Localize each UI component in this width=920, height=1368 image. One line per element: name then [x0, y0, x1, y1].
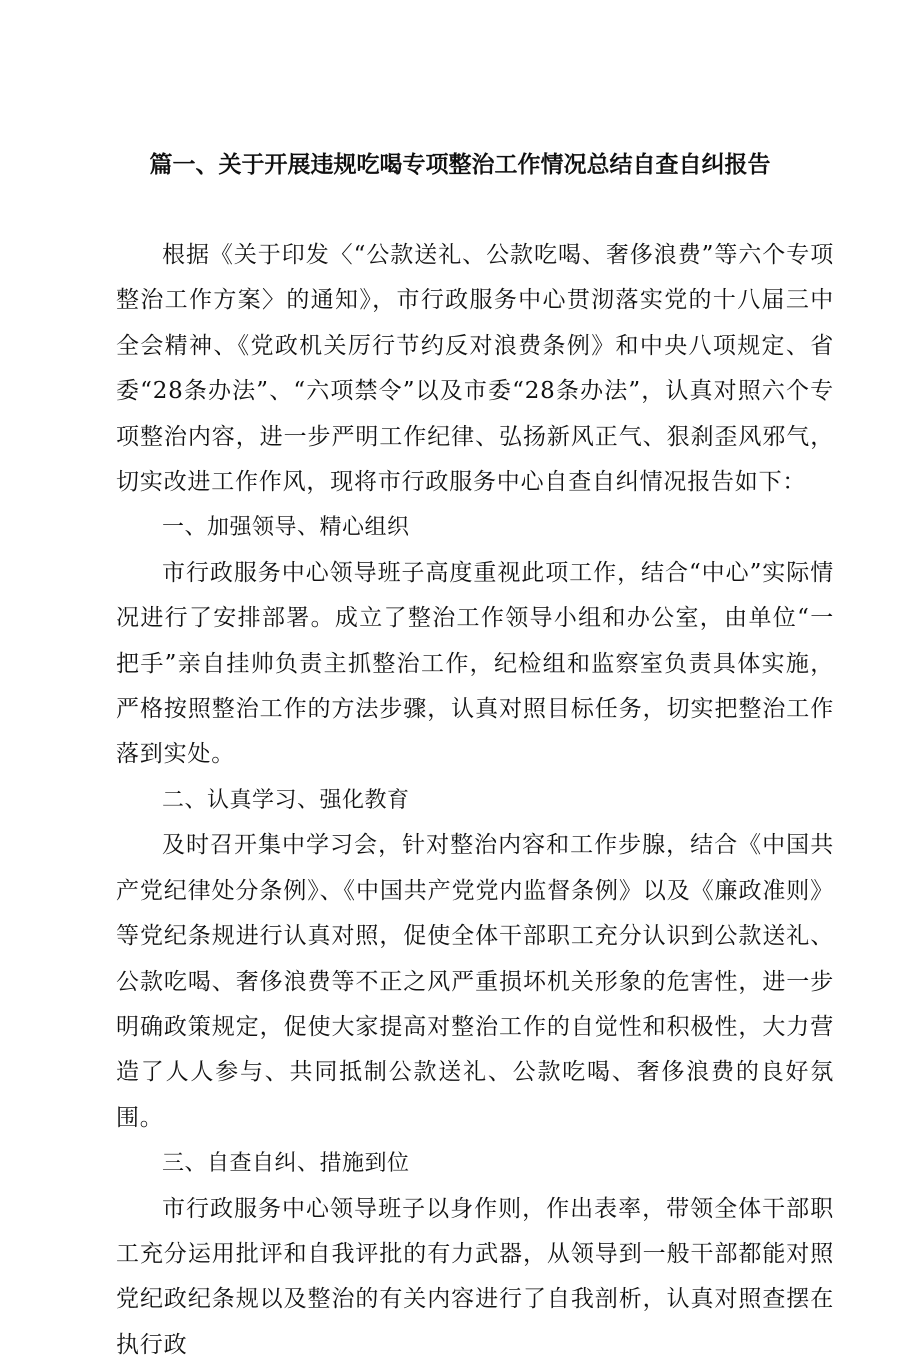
section-heading-2: 二、认真学习、强化教育 — [162, 787, 410, 813]
intro-paragraph: 根据《关于印发〈“公款送礼、公款吃喝、奢侈浪费”等六个专项整治工作方案〉的通知》，市行政服务中心贯沏落实党的十八届三中全会精神、《党政机关厉行节约反对浪费条例》和中央八项规定、省委“28条办法”、“六项禁令”以及市委“28条办法”，认真对照六个专项整治内容，进一步严明工作纪律、弘扬新风正气、狠刹歪风邪气，切实改进工作作风，现将市行政服务中心自查自纠情况报告如下： — [116, 242, 834, 496]
section-paragraph-2: 及时召开集中学习会，针对整治内容和工作步腺，结合《中国共产党纪律处分条例》、《中国共产党党内监督条例》以及《廉政准则》等党纪条规进行认真对照，促使全体干部职工充分认识到公款送礼、公款吃喝、奢侈浪费等不正之风严重损坏机关形象的危害性，进一步明确政策规定，促使大家提高对整治工作的自觉性和积极性，大力营造了人人参与、共同抵制公款送礼、公款吃喝、奢侈浪费的良好氛围。 — [116, 832, 834, 1131]
section-paragraph-1: 市行政服务中心领导班子高度重视此项工作，结合“中心”实际情况进行了安排部署。成立了整治工作领导小组和办公室，由单位“一把手”亲自挂帅负责主抓整治工作，纪检组和监察室负责具体实施，严格按照整治工作的方法步骤，认真对照目标任务，切实把整治工作落到实处。 — [116, 559, 834, 768]
section-paragraph-3: 市行政服务中心领导班子以身作则，作出表率，带领全体干部职工充分运用批评和自我评批的有力武器，从领导到一般干部都能对照党纪政纪条规以及整治的有关内容进行了自我剖析，认真对照查摆在执行政 — [116, 1195, 834, 1358]
document-title: 篇一、关于开展违规吃喝专项整治工作情况总结自查自纠报告 — [149, 152, 771, 178]
section-heading-3: 三、自查自纠、措施到位 — [162, 1151, 410, 1177]
document-body — [116, 233, 834, 1368]
section-heading-1: 一、加强领导、精心组织 — [162, 515, 410, 541]
